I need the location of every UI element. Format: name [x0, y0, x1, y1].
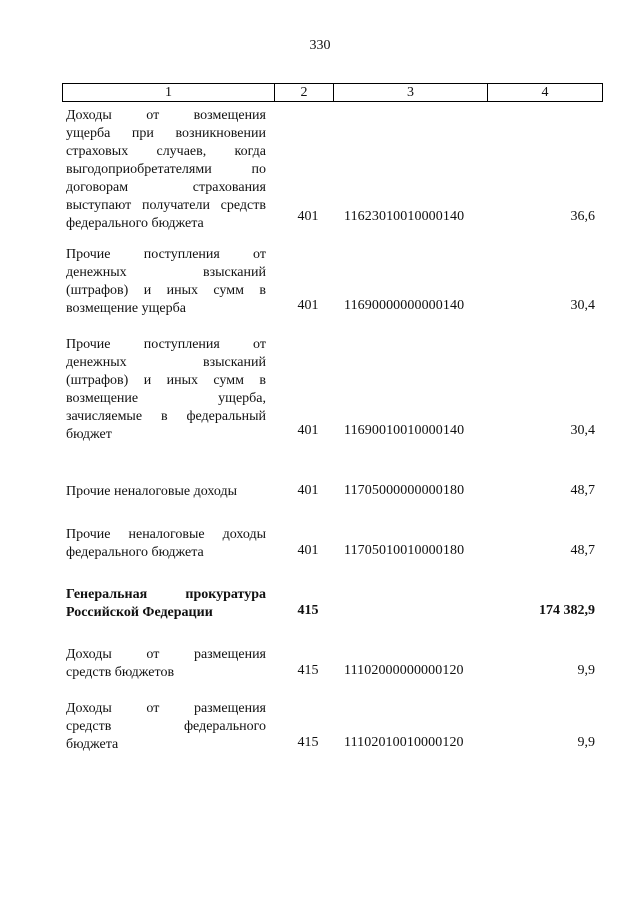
description-line: договорам страхования [66, 180, 266, 195]
row-code: 401 [297, 423, 319, 438]
row-amount: 30,4 [570, 423, 595, 438]
row-description [66, 107, 266, 233]
description-line: Прочие неналоговые доходы [66, 527, 266, 542]
header-col-4: 4 [541, 85, 549, 100]
row-amount: 174 382,9 [539, 603, 595, 618]
row-description [66, 586, 266, 622]
description-line: средств федерального [66, 719, 266, 734]
description-line: бюджет [66, 427, 112, 442]
row-amount: 9,9 [577, 735, 595, 750]
description-line: денежных взысканий [66, 355, 266, 370]
row-kbk: 11102010010000120 [344, 735, 464, 750]
row-code: 401 [297, 209, 319, 224]
row-description [66, 700, 266, 754]
row-description [66, 336, 266, 444]
row-description [66, 483, 266, 501]
description-line: выступают получатели средств [66, 198, 266, 213]
row-code: 415 [297, 603, 319, 618]
header-col-1: 1 [63, 84, 275, 101]
description-line: Доходы от размещения [66, 647, 266, 662]
description-line: средств бюджетов [66, 665, 175, 680]
description-line: (штрафов) и иных сумм в [66, 283, 266, 298]
description-line: федерального бюджета [66, 216, 204, 231]
row-kbk: 11102000000000120 [344, 663, 464, 678]
row-kbk: 11705000000000180 [344, 483, 465, 498]
description-line: федерального бюджета [66, 545, 204, 560]
row-kbk: 11690010010000140 [344, 423, 465, 438]
row-code: 401 [297, 298, 319, 313]
row-code: 415 [297, 663, 319, 678]
description-line: Прочие поступления от [66, 247, 266, 262]
header-col-2: 2 [275, 84, 334, 101]
description-line: бюджета [66, 737, 119, 752]
page-number: 330 [309, 38, 331, 53]
row-kbk: 11705010010000180 [344, 543, 465, 558]
description-line: выгодоприобретателями по [66, 162, 266, 177]
row-description [66, 246, 266, 318]
row-description [66, 646, 266, 682]
description-line: (штрафов) и иных сумм в [66, 373, 266, 388]
description-line: денежных взысканий [66, 265, 266, 280]
description-line: Доходы от возмещения [66, 108, 266, 123]
row-amount: 30,4 [570, 298, 595, 313]
row-description [66, 526, 266, 562]
header-col-3: 3 [334, 84, 488, 101]
description-line: ущерба при возникновении [66, 126, 266, 141]
description-line: Генеральная прокуратура [66, 587, 266, 602]
row-amount: 9,9 [577, 663, 595, 678]
description-line: возмещение ущерба [66, 301, 186, 316]
row-kbk: 11623010010000140 [344, 209, 465, 224]
description-line: зачисляемые в федеральный [66, 409, 266, 424]
row-code: 401 [297, 543, 319, 558]
table-header-row [62, 83, 603, 102]
row-code: 401 [297, 483, 319, 498]
description-line: Прочие неналоговые доходы [66, 484, 238, 499]
description-line: Доходы от размещения [66, 701, 266, 716]
description-line: Российской Федерации [66, 605, 213, 620]
description-line: Прочие поступления от [66, 337, 266, 352]
row-kbk: 11690000000000140 [344, 298, 465, 313]
description-line: страховых случаев, когда [66, 144, 266, 159]
description-line: возмещение ущерба, [66, 391, 266, 406]
row-amount: 36,6 [570, 209, 595, 224]
row-amount: 48,7 [570, 483, 595, 498]
row-amount: 48,7 [570, 543, 595, 558]
row-code: 415 [297, 735, 319, 750]
